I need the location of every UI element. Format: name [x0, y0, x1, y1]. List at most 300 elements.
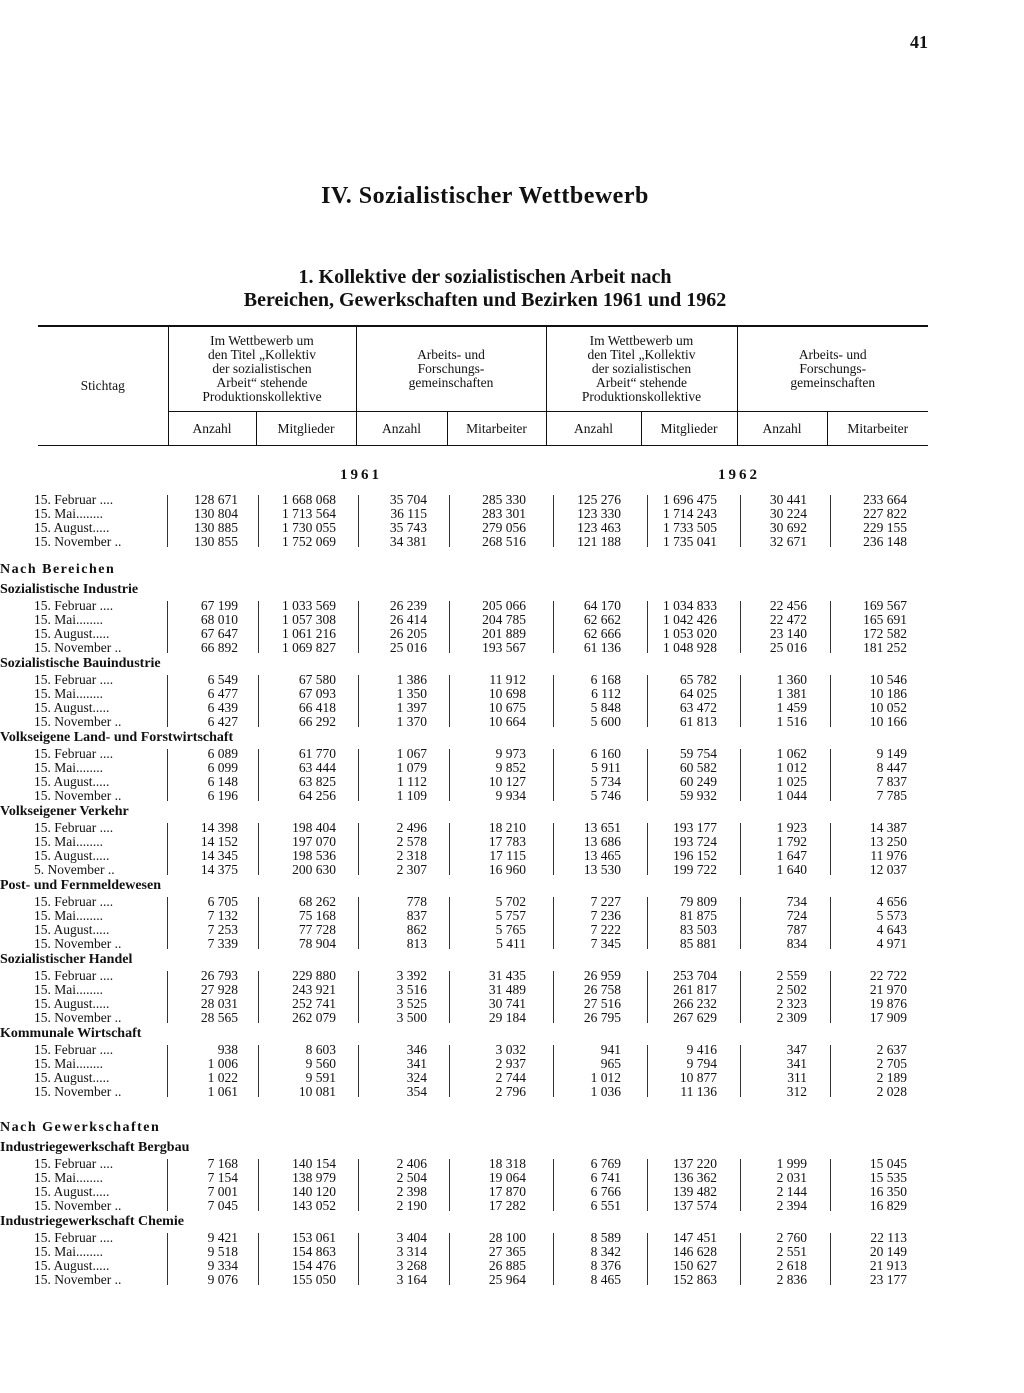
header-line: den Titel „Kollektiv [208, 347, 316, 362]
cell-value: 61 770 [298, 746, 336, 761]
row-label: 5. November .. [34, 862, 115, 877]
cell-value: 1 025 [776, 774, 807, 789]
table-row [0, 507, 1024, 521]
cell-value: 153 061 [292, 1230, 336, 1245]
cell-value: 8 447 [876, 760, 907, 775]
cell-value: 6 099 [207, 760, 238, 775]
cell-value: 181 252 [863, 640, 907, 655]
column-divider [553, 675, 554, 727]
column-divider [830, 495, 831, 547]
cell-value: 16 829 [869, 1198, 907, 1213]
cell-value: 138 979 [292, 1170, 336, 1185]
row-label: 15. Februar .... [34, 894, 114, 909]
group-subheading: Volkseigene Land- und Forstwirtschaft [0, 730, 234, 745]
row-label: 15. Mai........ [34, 834, 103, 849]
column-divider [167, 1233, 168, 1285]
cell-value: 3 392 [396, 968, 427, 983]
cell-value: 67 647 [200, 626, 238, 641]
group-subheading: Sozialistische Bauindustrie [0, 656, 161, 671]
cell-value: 938 [217, 1042, 238, 1057]
column-divider [167, 675, 168, 727]
column-divider [449, 823, 450, 875]
cell-value: 2 190 [396, 1198, 427, 1213]
column-divider [740, 601, 741, 653]
cell-value: 7 227 [590, 894, 621, 909]
cell-value: 32 671 [769, 534, 807, 549]
cell-value: 10 166 [869, 714, 907, 729]
header-line: der sozialistischen [212, 361, 312, 376]
cell-value: 35 704 [389, 492, 427, 507]
row-label: 15. Mai........ [34, 1056, 103, 1071]
header-line: Im Wettbewerb um [210, 333, 314, 348]
cell-value: 26 885 [488, 1258, 526, 1273]
column-divider [258, 675, 259, 727]
cell-value: 17 115 [489, 848, 526, 863]
cell-value: 6 160 [590, 746, 621, 761]
cell-value: 5 573 [876, 908, 907, 923]
cell-value: 2 394 [776, 1198, 807, 1213]
cell-value: 6 168 [590, 672, 621, 687]
table-row [0, 1273, 1024, 1287]
cell-value: 28 565 [200, 1010, 238, 1025]
group-heading: Nach Gewerkschaften [0, 1120, 161, 1135]
cell-value: 66 892 [200, 640, 238, 655]
year-1962: 1962 [718, 467, 760, 483]
cell-value: 1 069 827 [282, 640, 336, 655]
cell-value: 813 [406, 936, 427, 951]
cell-value: 1 079 [396, 760, 427, 775]
cell-value: 283 301 [482, 506, 526, 521]
cell-value: 1 381 [776, 686, 807, 701]
table-row [0, 1245, 1024, 1259]
column-divider [553, 601, 554, 653]
cell-value: 6 196 [207, 788, 238, 803]
cell-value: 6 427 [207, 714, 238, 729]
column-divider [830, 601, 831, 653]
cell-value: 2 504 [396, 1170, 427, 1185]
cell-value: 193 724 [673, 834, 717, 849]
cell-value: 201 889 [482, 626, 526, 641]
cell-value: 26 793 [200, 968, 238, 983]
cell-value: 1 792 [776, 834, 807, 849]
cell-value: 1 516 [776, 714, 807, 729]
column-divider [830, 675, 831, 727]
cell-value: 862 [406, 922, 427, 937]
cell-value: 1 640 [776, 862, 807, 877]
table-row [0, 969, 1024, 983]
cell-value: 62 662 [583, 612, 621, 627]
column-divider [449, 1233, 450, 1285]
subheader-mitglieder: Mitglieder [641, 412, 737, 446]
cell-value: 152 863 [673, 1272, 717, 1287]
column-divider [449, 1045, 450, 1097]
row-label: 15. November .. [34, 788, 122, 803]
cell-value: 4 971 [876, 936, 907, 951]
cell-value: 965 [600, 1056, 621, 1071]
column-divider [647, 495, 648, 547]
table-row [0, 1199, 1024, 1213]
cell-value: 17 870 [488, 1184, 526, 1199]
cell-value: 140 154 [292, 1156, 336, 1171]
cell-value: 200 630 [292, 862, 336, 877]
cell-value: 2 323 [776, 996, 807, 1011]
column-divider [258, 1159, 259, 1211]
header-stichtag: Stichtag [80, 378, 125, 393]
subheader-anzahl: Anzahl [737, 412, 827, 446]
row-label: 15. Mai........ [34, 760, 103, 775]
subheader-anzahl: Anzahl [356, 412, 447, 446]
cell-value: 229 155 [863, 520, 907, 535]
group-subheading: Post- und Fernmeldewesen [0, 878, 161, 893]
cell-value: 3 404 [396, 1230, 427, 1245]
table-group [0, 1099, 1024, 1213]
cell-value: 7 222 [590, 922, 621, 937]
cell-value: 2 189 [876, 1070, 907, 1085]
cell-value: 261 817 [673, 982, 717, 997]
column-divider [358, 601, 359, 653]
cell-value: 324 [406, 1070, 427, 1085]
cell-value: 150 627 [673, 1258, 717, 1273]
column-divider [258, 1045, 259, 1097]
header-line: der sozialistischen [591, 361, 692, 376]
cell-value: 1 061 [207, 1084, 238, 1099]
cell-value: 31 489 [488, 982, 526, 997]
cell-value: 5 702 [495, 894, 526, 909]
cell-value: 1 062 [776, 746, 807, 761]
table-row [0, 997, 1024, 1011]
cell-value: 2 144 [776, 1184, 807, 1199]
cell-value: 19 064 [488, 1170, 526, 1185]
table-row [0, 687, 1024, 701]
column-divider [258, 1233, 259, 1285]
cell-value: 26 239 [389, 598, 427, 613]
header-line: Arbeit“ stehende [595, 375, 688, 390]
cell-value: 14 152 [200, 834, 238, 849]
year-1961: 1961 [340, 467, 382, 483]
cell-value: 11 136 [680, 1084, 717, 1099]
row-label: 15. August..... [34, 1184, 110, 1199]
cell-value: 2 937 [495, 1056, 526, 1071]
cell-value: 60 582 [679, 760, 717, 775]
year-row [0, 457, 1024, 493]
cell-value: 30 224 [769, 506, 807, 521]
cell-value: 341 [786, 1056, 807, 1071]
table-row [0, 983, 1024, 997]
cell-value: 14 345 [200, 848, 238, 863]
cell-value: 75 168 [298, 908, 336, 923]
cell-value: 28 031 [200, 996, 238, 1011]
table-row [0, 627, 1024, 641]
group-subheading: Kommunale Wirtschaft [0, 1026, 142, 1041]
cell-value: 10 675 [488, 700, 526, 715]
table-group [0, 729, 1024, 803]
header-line: Arbeits- und [798, 347, 867, 362]
cell-value: 22 113 [870, 1230, 907, 1245]
cell-value: 13 686 [583, 834, 621, 849]
cell-value: 233 664 [863, 492, 907, 507]
column-divider [358, 971, 359, 1023]
column-divider [449, 601, 450, 653]
cell-value: 3 500 [396, 1010, 427, 1025]
cell-value: 205 066 [482, 598, 526, 613]
cell-value: 1 696 475 [663, 492, 717, 507]
cell-value: 1 033 569 [282, 598, 336, 613]
cell-value: 1 397 [396, 700, 427, 715]
table-row [0, 821, 1024, 835]
cell-value: 1 048 928 [663, 640, 717, 655]
cell-value: 172 582 [863, 626, 907, 641]
cell-value: 2 705 [876, 1056, 907, 1071]
table-row [0, 775, 1024, 789]
cell-value: 125 276 [577, 492, 621, 507]
cell-value: 1 923 [776, 820, 807, 835]
column-divider [167, 823, 168, 875]
table-group [0, 951, 1024, 1025]
cell-value: 137 574 [673, 1198, 717, 1213]
cell-value: 7 253 [207, 922, 238, 937]
cell-value: 6 551 [590, 1198, 621, 1213]
subheader-mitarbeiter: Mitarbeiter [827, 412, 928, 446]
column-divider [358, 823, 359, 875]
group-rows [0, 493, 1024, 549]
column-divider [740, 495, 741, 547]
column-divider [449, 749, 450, 801]
cell-value: 36 115 [390, 506, 427, 521]
cell-value: 7 001 [207, 1184, 238, 1199]
header-line: Produktionskollektive [581, 389, 702, 404]
cell-value: 10 052 [869, 700, 907, 715]
column-divider [358, 495, 359, 547]
header-group-3 [546, 326, 737, 412]
table-row [0, 641, 1024, 655]
cell-value: 6 148 [207, 774, 238, 789]
cell-value: 734 [786, 894, 807, 909]
column-divider [449, 897, 450, 949]
cell-value: 9 076 [207, 1272, 238, 1287]
cell-value: 3 314 [396, 1244, 427, 1259]
column-divider [740, 1159, 741, 1211]
group-subheading: Industriegewerkschaft Chemie [0, 1214, 184, 1229]
column-divider [830, 749, 831, 801]
cell-value: 18 210 [488, 820, 526, 835]
column-divider [258, 897, 259, 949]
cell-value: 13 465 [583, 848, 621, 863]
row-label: 15. Februar .... [34, 1230, 114, 1245]
column-divider [740, 897, 741, 949]
cell-value: 26 758 [583, 982, 621, 997]
column-divider [553, 1233, 554, 1285]
cell-value: 2 618 [776, 1258, 807, 1273]
column-divider [167, 749, 168, 801]
group-subheading: Sozialistische Industrie [0, 582, 139, 597]
cell-value: 6 769 [590, 1156, 621, 1171]
cell-value: 64 025 [679, 686, 717, 701]
column-divider [740, 675, 741, 727]
table-group [0, 877, 1024, 951]
cell-value: 2 406 [396, 1156, 427, 1171]
cell-value: 68 010 [200, 612, 238, 627]
cell-value: 2 496 [396, 820, 427, 835]
cell-value: 7 168 [207, 1156, 238, 1171]
cell-value: 10 081 [298, 1084, 336, 1099]
column-divider [647, 1045, 648, 1097]
cell-value: 1 012 [590, 1070, 621, 1085]
cell-value: 196 152 [673, 848, 717, 863]
cell-value: 68 262 [298, 894, 336, 909]
cell-value: 5 765 [495, 922, 526, 937]
column-divider [740, 971, 741, 1023]
row-label: 15. Februar .... [34, 1042, 114, 1057]
row-label: 15. August..... [34, 700, 110, 715]
cell-value: 262 079 [292, 1010, 336, 1025]
table-row [0, 863, 1024, 877]
cell-value: 21 913 [869, 1258, 907, 1273]
subheader-anzahl: Anzahl [168, 412, 256, 446]
cell-value: 236 148 [863, 534, 907, 549]
cell-value: 59 754 [679, 746, 717, 761]
table-row [0, 535, 1024, 549]
table-row [0, 1259, 1024, 1273]
column-divider [553, 897, 554, 949]
cell-value: 123 463 [577, 520, 621, 535]
cell-value: 9 416 [686, 1042, 717, 1057]
cell-value: 5 911 [591, 760, 621, 775]
cell-value: 197 070 [292, 834, 336, 849]
cell-value: 19 876 [869, 996, 907, 1011]
cell-value: 1 044 [776, 788, 807, 803]
cell-value: 67 199 [200, 598, 238, 613]
header-line: Im Wettbewerb um [589, 333, 694, 348]
table-title-line-2: Bereichen, Gewerkschaften und Bezirken 1961 und 1962 [243, 289, 727, 311]
subheader-mitarbeiter: Mitarbeiter [447, 412, 546, 446]
table-row [0, 1043, 1024, 1057]
row-label: 15. August..... [34, 520, 110, 535]
cell-value: 1 714 243 [663, 506, 717, 521]
cell-value: 21 970 [869, 982, 907, 997]
column-divider [358, 897, 359, 949]
cell-value: 7 837 [876, 774, 907, 789]
cell-value: 16 960 [488, 862, 526, 877]
cell-value: 1 752 069 [282, 534, 336, 549]
group-subheading: Industriegewerkschaft Bergbau [0, 1140, 190, 1155]
cell-value: 312 [786, 1084, 807, 1099]
column-divider [553, 823, 554, 875]
cell-value: 7 785 [876, 788, 907, 803]
header-line: gemeinschaften [790, 375, 876, 390]
cell-value: 26 795 [583, 1010, 621, 1025]
cell-value: 16 350 [869, 1184, 907, 1199]
cell-value: 6 439 [207, 700, 238, 715]
cell-value: 26 959 [583, 968, 621, 983]
row-label: 15. August..... [34, 922, 110, 937]
row-label: 15. Mai........ [34, 1170, 103, 1185]
cell-value: 2 637 [876, 1042, 907, 1057]
cell-value: 1 061 216 [282, 626, 336, 641]
cell-value: 67 093 [298, 686, 336, 701]
table-row [0, 715, 1024, 729]
cell-value: 154 476 [292, 1258, 336, 1273]
cell-value: 198 536 [292, 848, 336, 863]
row-label: 15. August..... [34, 996, 110, 1011]
column-divider [258, 971, 259, 1023]
cell-value: 30 741 [488, 996, 526, 1011]
cell-value: 2 028 [876, 1084, 907, 1099]
table-row [0, 835, 1024, 849]
cell-value: 7 236 [590, 908, 621, 923]
cell-value: 121 188 [577, 534, 621, 549]
cell-value: 28 100 [488, 1230, 526, 1245]
cell-value: 227 822 [863, 506, 907, 521]
cell-value: 1 999 [776, 1156, 807, 1171]
cell-value: 130 804 [194, 506, 238, 521]
cell-value: 5 757 [495, 908, 526, 923]
column-divider [830, 1159, 831, 1211]
table-row [0, 747, 1024, 761]
cell-value: 5 600 [590, 714, 621, 729]
table-row [0, 1231, 1024, 1245]
cell-value: 83 503 [679, 922, 717, 937]
cell-value: 13 651 [583, 820, 621, 835]
cell-value: 2 502 [776, 982, 807, 997]
cell-value: 63 444 [298, 760, 336, 775]
table-row [0, 1057, 1024, 1071]
cell-value: 2 559 [776, 968, 807, 983]
cell-value: 347 [786, 1042, 807, 1057]
cell-value: 199 722 [673, 862, 717, 877]
cell-value: 2 744 [495, 1070, 526, 1085]
cell-value: 193 567 [482, 640, 526, 655]
cell-value: 1 042 426 [663, 612, 717, 627]
cell-value: 7 132 [207, 908, 238, 923]
table-row [0, 493, 1024, 507]
cell-value: 85 881 [679, 936, 717, 951]
cell-value: 27 516 [583, 996, 621, 1011]
cell-value: 2 578 [396, 834, 427, 849]
cell-value: 9 591 [305, 1070, 336, 1085]
cell-value: 146 628 [673, 1244, 717, 1259]
cell-value: 22 456 [769, 598, 807, 613]
cell-value: 64 170 [583, 598, 621, 613]
cell-value: 165 691 [863, 612, 907, 627]
table-row [0, 895, 1024, 909]
group-rows [0, 895, 1024, 951]
cell-value: 25 964 [488, 1272, 526, 1287]
cell-value: 787 [786, 922, 807, 937]
cell-value: 13 250 [869, 834, 907, 849]
cell-value: 10 546 [869, 672, 907, 687]
column-divider [167, 1159, 168, 1211]
cell-value: 311 [787, 1070, 807, 1085]
cell-value: 154 863 [292, 1244, 336, 1259]
cell-value: 62 666 [583, 626, 621, 641]
cell-value: 8 342 [590, 1244, 621, 1259]
cell-value: 17 282 [488, 1198, 526, 1213]
column-divider [647, 749, 648, 801]
table-row [0, 1011, 1024, 1025]
cell-value: 9 334 [207, 1258, 238, 1273]
table-row [0, 1171, 1024, 1185]
cell-value: 136 362 [673, 1170, 717, 1185]
table-header [38, 325, 928, 446]
cell-value: 137 220 [673, 1156, 717, 1171]
row-label: 15. Februar .... [34, 672, 114, 687]
group-rows [0, 747, 1024, 803]
column-divider [647, 1159, 648, 1211]
cell-value: 1 733 505 [663, 520, 717, 535]
cell-value: 5 848 [590, 700, 621, 715]
cell-value: 8 589 [590, 1230, 621, 1245]
header-line: gemeinschaften [408, 375, 494, 390]
